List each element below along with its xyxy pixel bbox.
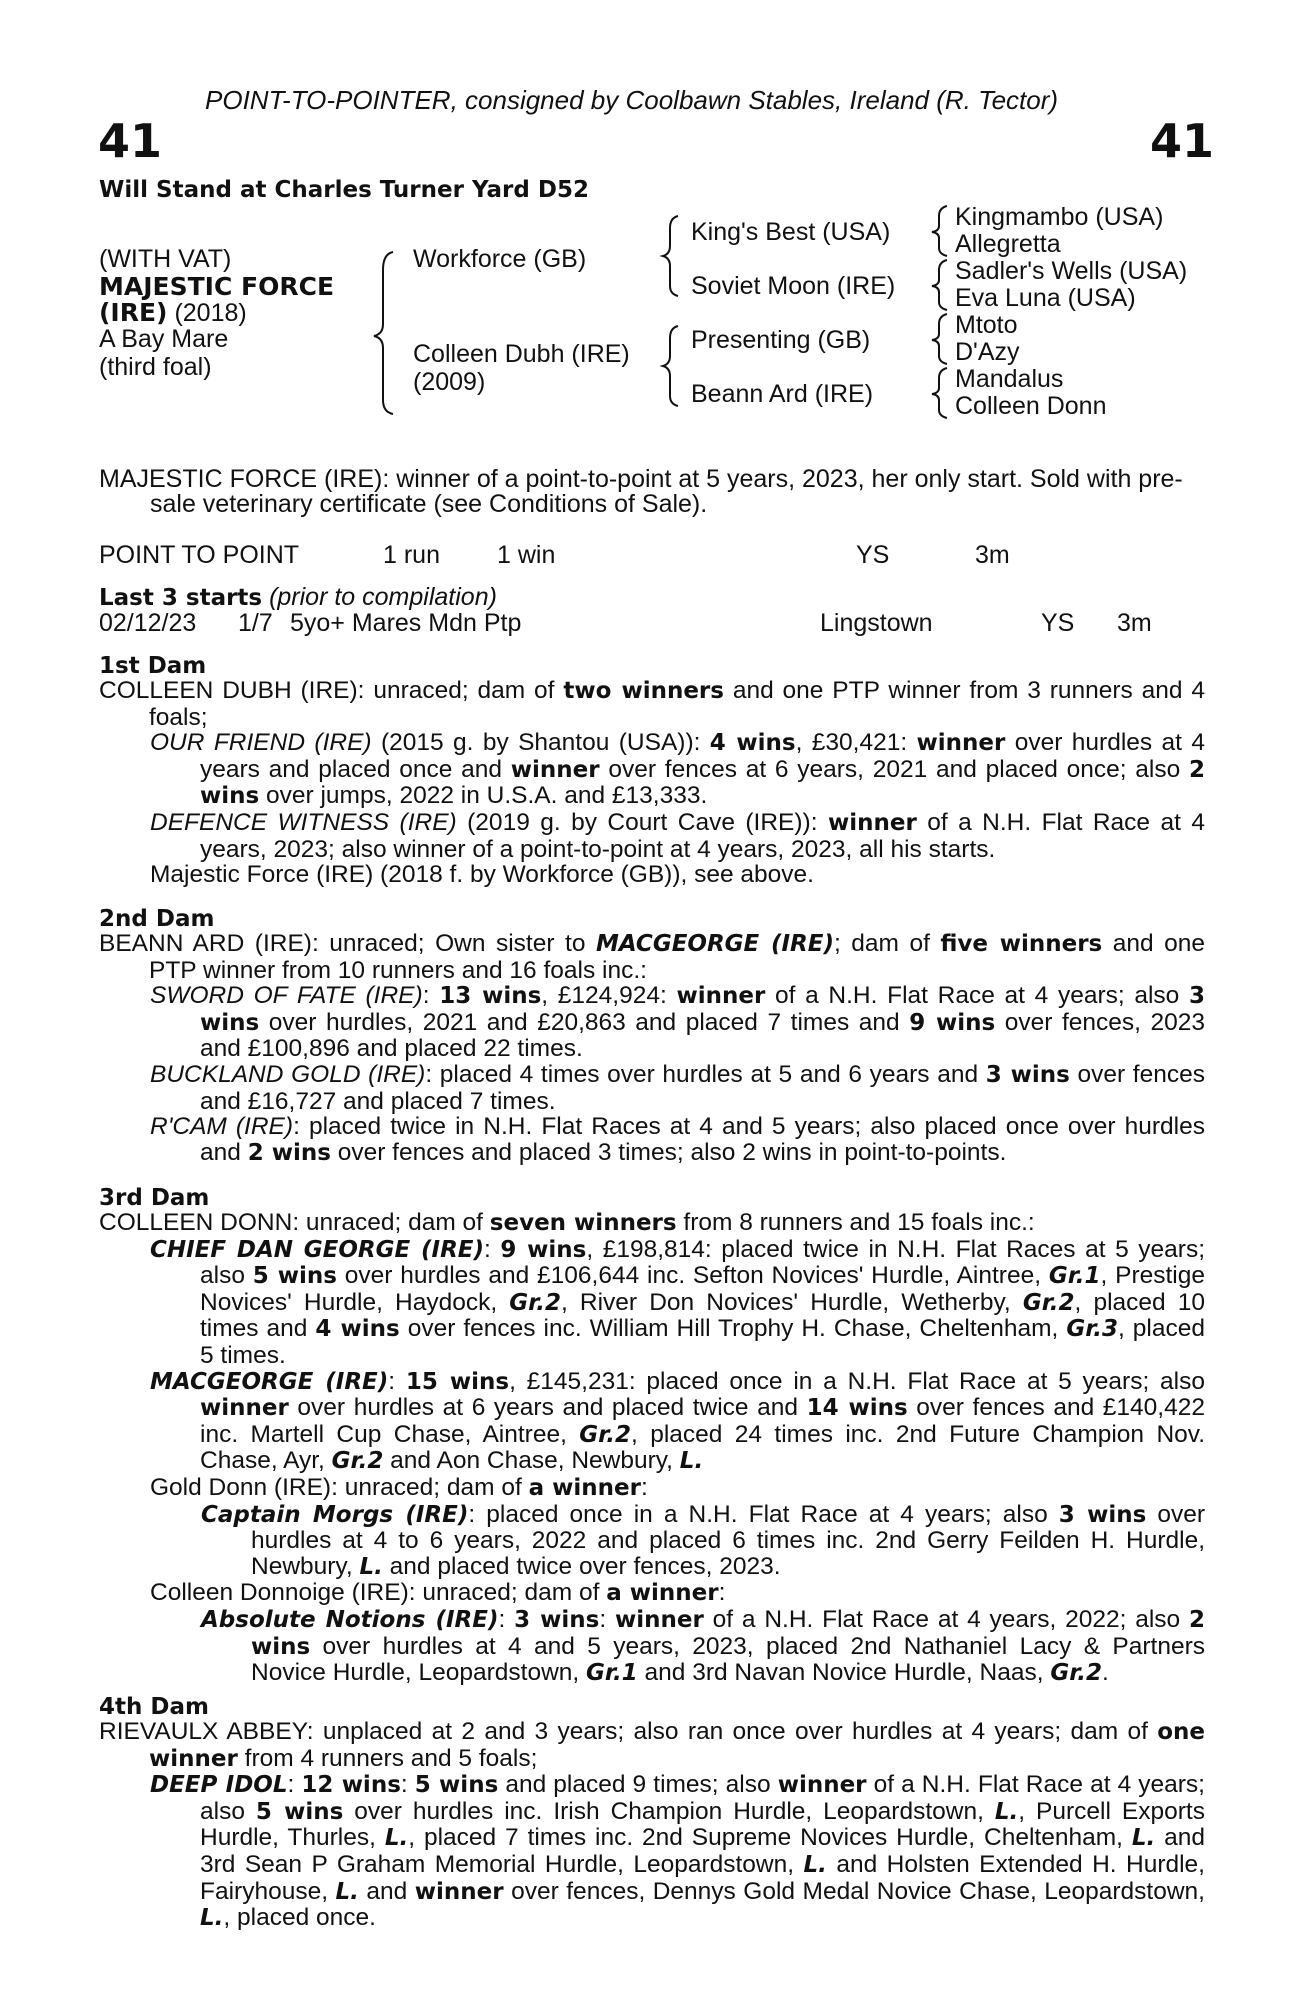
dam1-progeny-1: OUR FRIEND (IRE) (2015 g. by Shantou (USA)): 4 wins, £30,421: winner over hurdles at 4 years and placed once and winner over fences at 6 years, 2021 and placed once; also 2 wins over jumps, 2022 in U.S.A. and £13,333.: [150, 729, 1205, 810]
lot-number-right: 41: [1150, 114, 1215, 168]
dam3-progeny-3: Gold Donn (IRE): unraced; dam of a winner:: [150, 1473, 648, 1501]
start-date: 02/12/23: [99, 609, 197, 637]
foal-number: (third foal): [99, 353, 212, 381]
dam2-progeny-1: SWORD OF FATE (IRE): 13 wins, £124,924: winner of a N.H. Flat Race at 4 years; also 3 wins over hurdles, 2021 and £20,863 and placed 7 times and 9 wins over fences, 2023 and £100,896 and placed 22 times.: [150, 982, 1205, 1063]
horse-year: (2018): [174, 299, 247, 327]
record-wins: 1 win: [497, 541, 556, 569]
dam3-progeny-1: CHIEF DAN GEORGE (IRE): 9 wins, £198,814: placed twice in N.H. Flat Races at 5 years; also 5 wins over hurdles and £106,644 inc. Sefton Novices' Hurdle, Aintree, Gr.1, Prestige Novices' Hurdle, Haydock, Gr.2, River Don Novices' Hurdle, Wetherby, Gr.2, placed 10 times and 4 wins over fences inc. William Hill Trophy H. Chase, Cheltenham, Gr.3, placed 5 times.: [150, 1235, 1206, 1369]
sire-sire: King's Best (USA): [691, 218, 891, 246]
dam3-grandprogeny-1: Captain Morgs (IRE): placed once in a N.H. Flat Race at 4 years; also 3 wins over hurdles at 4 to 6 years, 2022 and placed 6 times inc. 2nd Gerry Feilden H. Hurdle, Newbury, L. and placed twice over fences, 2023.: [201, 1500, 1206, 1580]
last-starts-title: Last 3 starts: [99, 585, 263, 611]
gen3-8: Colleen Donn: [955, 392, 1107, 420]
summary-line2: sale veterinary certificate (see Conditions of Sale).: [150, 490, 708, 518]
dam4-intro: RIEVAULX ABBEY: unplaced at 2 and 3 years; also ran once over hurdles at 4 years; dam of one winner from 4 runners and 5 foals;: [99, 1718, 1205, 1772]
gen3-3: Sadler's Wells (USA): [955, 257, 1188, 285]
gen3-4: Eva Luna (USA): [955, 284, 1136, 312]
record-runs: 1 run: [383, 541, 440, 569]
record-label: POINT TO POINT: [99, 541, 300, 569]
dam3-progeny-4: Colleen Donnoige (IRE): unraced; dam of a winner:: [150, 1579, 726, 1607]
gen3-5: Mtoto: [955, 311, 1018, 339]
gen3-7: Mandalus: [955, 365, 1064, 393]
sire-dam: Soviet Moon (IRE): [691, 272, 896, 300]
dam1-progeny-2: DEFENCE WITNESS (IRE) (2019 g. by Court Cave (IRE)): winner of a N.H. Flat Race at 4 years, 2023; also winner of a point-to-point at 4 years, 2023, all his starts.: [150, 808, 1205, 863]
start-going: YS: [1041, 609, 1075, 637]
dam4-progeny-1: DEEP IDOL: 12 wins: 5 wins and placed 9 times; also winner of a N.H. Flat Race at 4 years; also 5 wins over hurdles inc. Irish Champion Hurdle, Leopardstown, L., Purcell Exports Hurdle, Thurles, L., placed 7 times inc. 2nd Supreme Novices Hurdle, Cheltenham, L. and 3rd Sean P Graham Memorial Hurdle, Leopardstown, L. and Holsten Extended H. Hurdle, Fairyhouse, L. and winner over fences, Dennys Gold Medal Novice Chase, Leopardstown, L., placed once.: [150, 1771, 1206, 1932]
gen3-6: D'Azy: [955, 338, 1020, 366]
dam-name: Colleen Dubh (IRE): [413, 340, 630, 368]
dam-sire: Presenting (GB): [691, 326, 871, 354]
summary-line1: MAJESTIC FORCE (IRE): winner of a point-to-point at 5 years, 2023, her only start. Sold with pre-: [99, 465, 1183, 493]
dam-dam: Beann Ard (IRE): [691, 380, 874, 408]
last-starts-note: (prior to compilation): [269, 583, 497, 611]
gen3-2: Allegretta: [955, 230, 1061, 258]
dam4-title: 4th Dam: [99, 1694, 209, 1720]
dam-year: (2009): [413, 368, 486, 396]
dam1-section: [99, 678, 1205, 888]
dam2-progeny-2: BUCKLAND GOLD (IRE): placed 4 times over hurdles at 5 and 6 years and 3 wins over fences and £16,727 and placed 7 times.: [150, 1060, 1205, 1115]
gen3-1: Kingmambo (USA): [955, 203, 1164, 231]
dam1-intro: COLLEEN DUBH (IRE): unraced; dam of two winners and one PTP winner from 3 runners and 4 foals;: [99, 677, 1206, 731]
horse-name: MAJESTIC FORCE: [99, 272, 335, 301]
lot-number-left: 41: [98, 114, 163, 168]
dam3-title: 3rd Dam: [99, 1185, 210, 1211]
dam3-grandprogeny-2: Absolute Notions (IRE): 3 wins: winner of a N.H. Flat Race at 4 years, 2022; also 2 wins over hurdles at 4 and 5 years, 2023, placed 2nd Nathaniel Lacy & Partners Novice Hurdle, Leopardstown, Gr.1 and 3rd Navan Novice Hurdle, Naas, Gr.2.: [201, 1605, 1205, 1687]
dam1-progeny-3: Majestic Force (IRE) (2018 f. by Workforce (GB)), see above.: [150, 861, 814, 889]
vat-label: (WITH VAT): [99, 245, 232, 273]
start-race: 5yo+ Mares Mdn Ptp: [290, 609, 522, 637]
dam2-section: [99, 931, 1205, 1166]
dam3-progeny-2: MACGEORGE (IRE): 15 wins, £145,231: placed once in a N.H. Flat Race at 5 years; also winner over hurdles at 6 years and placed twice and 14 wins over fences and £140,422 inc. Martell Cup Chase, Aintree, Gr.2, placed 24 times inc. 2nd Future Champion Nov. Chase, Ayr, Gr.2 and Aon Chase, Newbury, L.: [150, 1367, 1206, 1475]
dam2-title: 2nd Dam: [99, 906, 215, 932]
dam2-intro: BEANN ARD (IRE): unraced; Own sister to MACGEORGE (IRE); dam of five winners and one PTP winner from 10 runners and 16 foals inc.:: [99, 930, 1205, 984]
dam2-progeny-3: R'CAM (IRE): placed twice in N.H. Flat Races at 4 and 5 years; also placed once over hurdles and 2 wins over fences and placed 3 times; also 2 wins in point-to-points.: [150, 1113, 1206, 1166]
record-distance: 3m: [975, 541, 1010, 569]
dam1-title: 1st Dam: [99, 653, 207, 679]
sire-name: Workforce (GB): [413, 245, 587, 273]
dam3-intro: COLLEEN DONN: unraced; dam of seven winners from 8 runners and 15 foals inc.:: [99, 1209, 1035, 1236]
start-position: 1/7: [238, 609, 273, 637]
consignment-line: POINT-TO-POINTER, consigned by Coolbawn Stables, Ireland (R. Tector): [205, 85, 1059, 115]
dam4-section: [99, 1719, 1205, 1932]
start-course: Lingstown: [820, 609, 933, 637]
dam3-section: [99, 1210, 1205, 1687]
start-distance: 3m: [1117, 609, 1152, 637]
stand-location: Will Stand at Charles Turner Yard D52: [99, 177, 589, 203]
horse-country: (IRE): [99, 298, 168, 327]
record-going: YS: [856, 541, 890, 569]
horse-description: A Bay Mare: [99, 325, 229, 353]
last-starts-heading: [99, 584, 497, 611]
